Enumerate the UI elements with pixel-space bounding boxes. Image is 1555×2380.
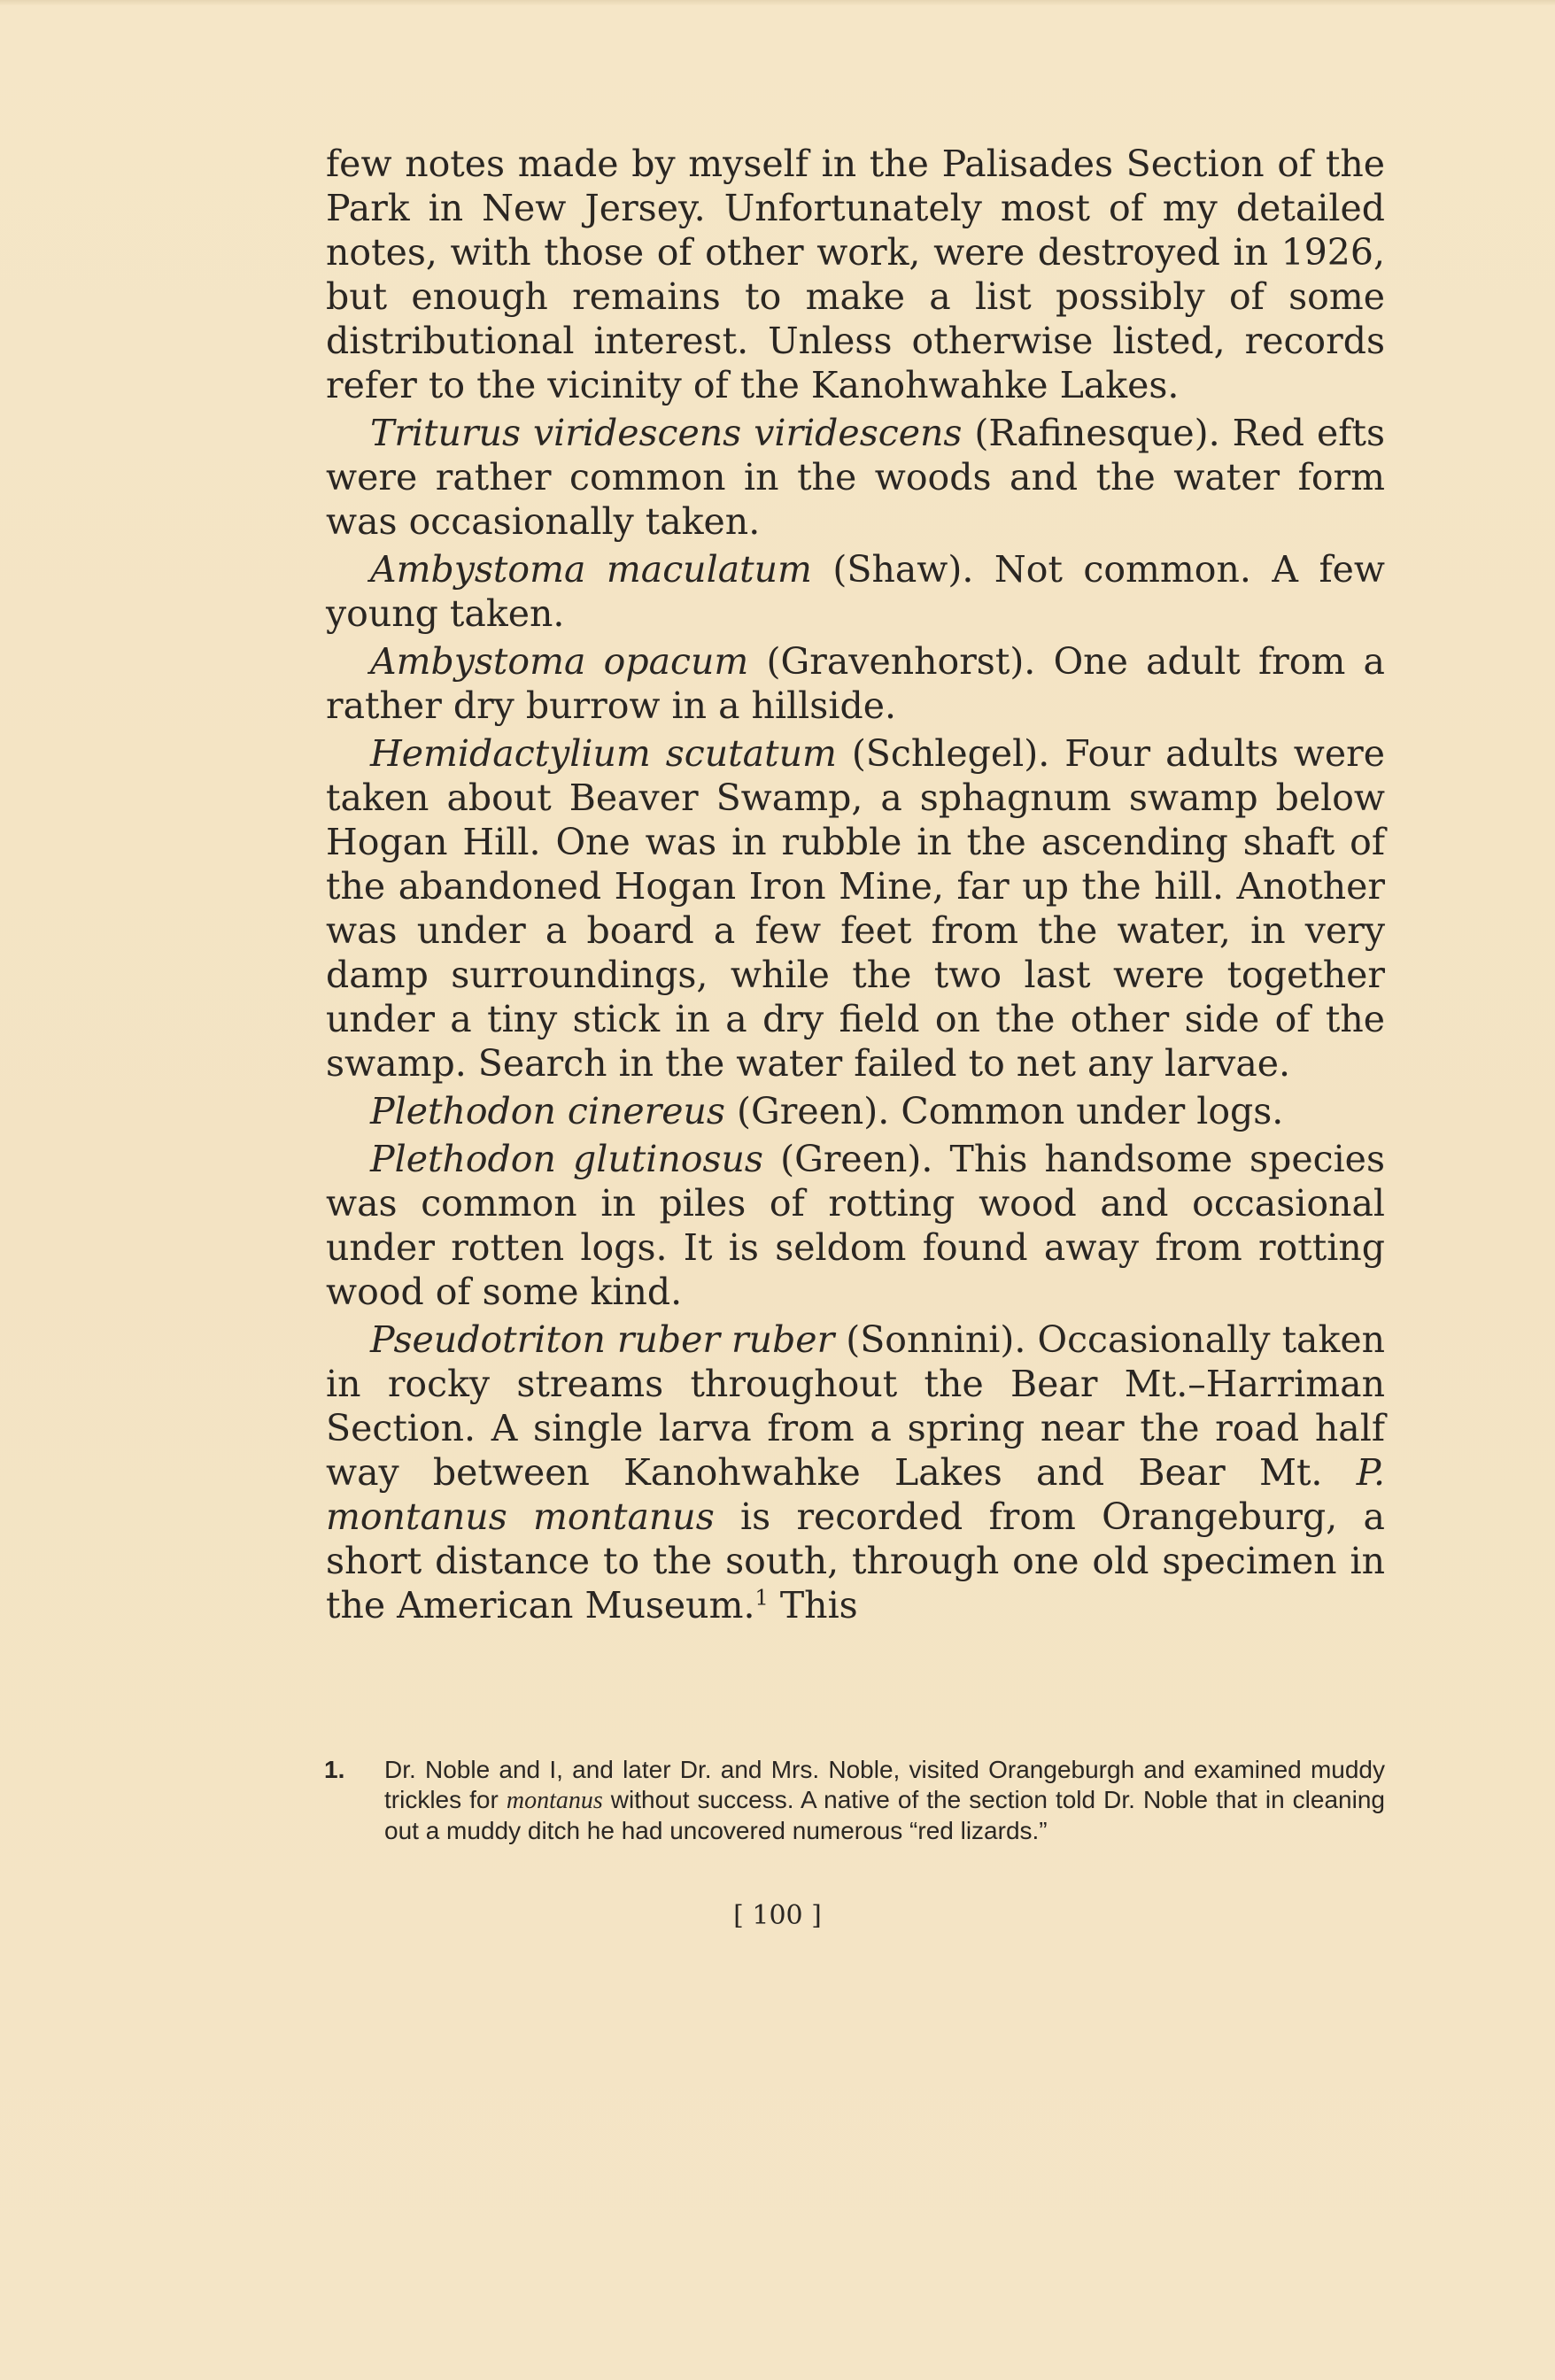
page-top-edge <box>0 0 1555 5</box>
species-entry-pseudotriton <box>326 1318 1385 1627</box>
footnote-text-continued: without success. A native of the section told Dr. Noble that in cleaning out a muddy ditch he had uncovered numerous “red lizards.” <box>384 1786 1385 1844</box>
footnote <box>326 1755 1385 1846</box>
footnote-text: Dr. Noble and I, and later Dr. and Mrs. Noble, visited Orangeburgh and examined muddy trickles for <box>384 1756 1385 1813</box>
species-entry-ambystoma-opacum <box>326 639 1385 728</box>
footnote-italic-term: montanus <box>506 1787 603 1814</box>
intro-paragraph <box>326 142 1385 407</box>
species-entry-triturus <box>326 411 1385 544</box>
species-name: Ambystoma maculatum <box>370 548 812 591</box>
entry-text: (Green). This handsome species was common in piles of rotting wood and occasional under rotten logs. It is seldom found away from rotting wood of some kind. <box>326 1138 1385 1313</box>
paragraph-text: few notes made by myself in the Palisades Section of the Park in New Jersey. Unfortunately most of my detailed notes, with those of other work, were destroyed in 1926, but enough remains to make a list possibly of some distributional interest. Unless otherwise listed, records refer to the vicinity of the Kanohwahke Lakes. <box>326 143 1385 406</box>
entry-text-continued: is recorded from Orangeburg, a short distance to the south, through one old specimen in the American Museum. <box>326 1495 1385 1627</box>
entry-text: (Schlegel). Four adults were taken about Beaver Swamp, a sphagnum swamp below Hogan Hill. One was in rubble in the ascending shaft of the abandoned Hogan Iron Mine, far up the hill. Another was under a board a few feet from the water, in very damp surroundings, while the two last were together under a tiny stick in a dry field on the other side of the swamp. Search in the water failed to net any larvae. <box>326 732 1385 1085</box>
entry-text-end: This <box>768 1584 858 1627</box>
body-text <box>326 142 1385 1631</box>
page-number: [ 100 ] <box>733 1900 822 1931</box>
species-name: Plethodon cinereus <box>370 1090 725 1132</box>
species-name: Triturus viridescens viridescens <box>370 412 963 454</box>
species-name: Ambystoma opacum <box>370 640 749 683</box>
species-entry-ambystoma-maculatum <box>326 547 1385 636</box>
footnote-reference[interactable]: 1 <box>754 1585 769 1611</box>
entry-text: (Shaw). Not common. A few young taken. <box>326 548 1386 635</box>
species-entry-plethodon-glutinosus <box>326 1137 1385 1314</box>
species-name-secondary: P. montanus montanus <box>326 1451 1385 1538</box>
entry-text: (Sonnini). Occasionally taken in rocky streams throughout the Bear Mt.–Harriman Section. A single larva from a spring near the road half way between Kanohwahke Lakes and Bear Mt. <box>326 1318 1385 1494</box>
species-entry-plethodon-cinereus <box>326 1089 1385 1133</box>
species-name: Hemidactylium scutatum <box>370 732 837 775</box>
footnote-number: 1. <box>324 1756 345 1783</box>
entry-text: (Rafinesque). Red efts were rather common in the woods and the water form was occasionally taken. <box>326 412 1385 543</box>
entry-text: (Green). Common under logs. <box>724 1090 1284 1132</box>
footnote-body <box>384 1755 1385 1846</box>
species-name: Plethodon glutinosus <box>370 1138 763 1180</box>
entry-text: (Gravenhorst). One adult from a rather dry burrow in a hillside. <box>326 640 1385 727</box>
species-name: Pseudotriton ruber ruber <box>370 1318 835 1361</box>
species-entry-hemidactylium <box>326 731 1385 1086</box>
